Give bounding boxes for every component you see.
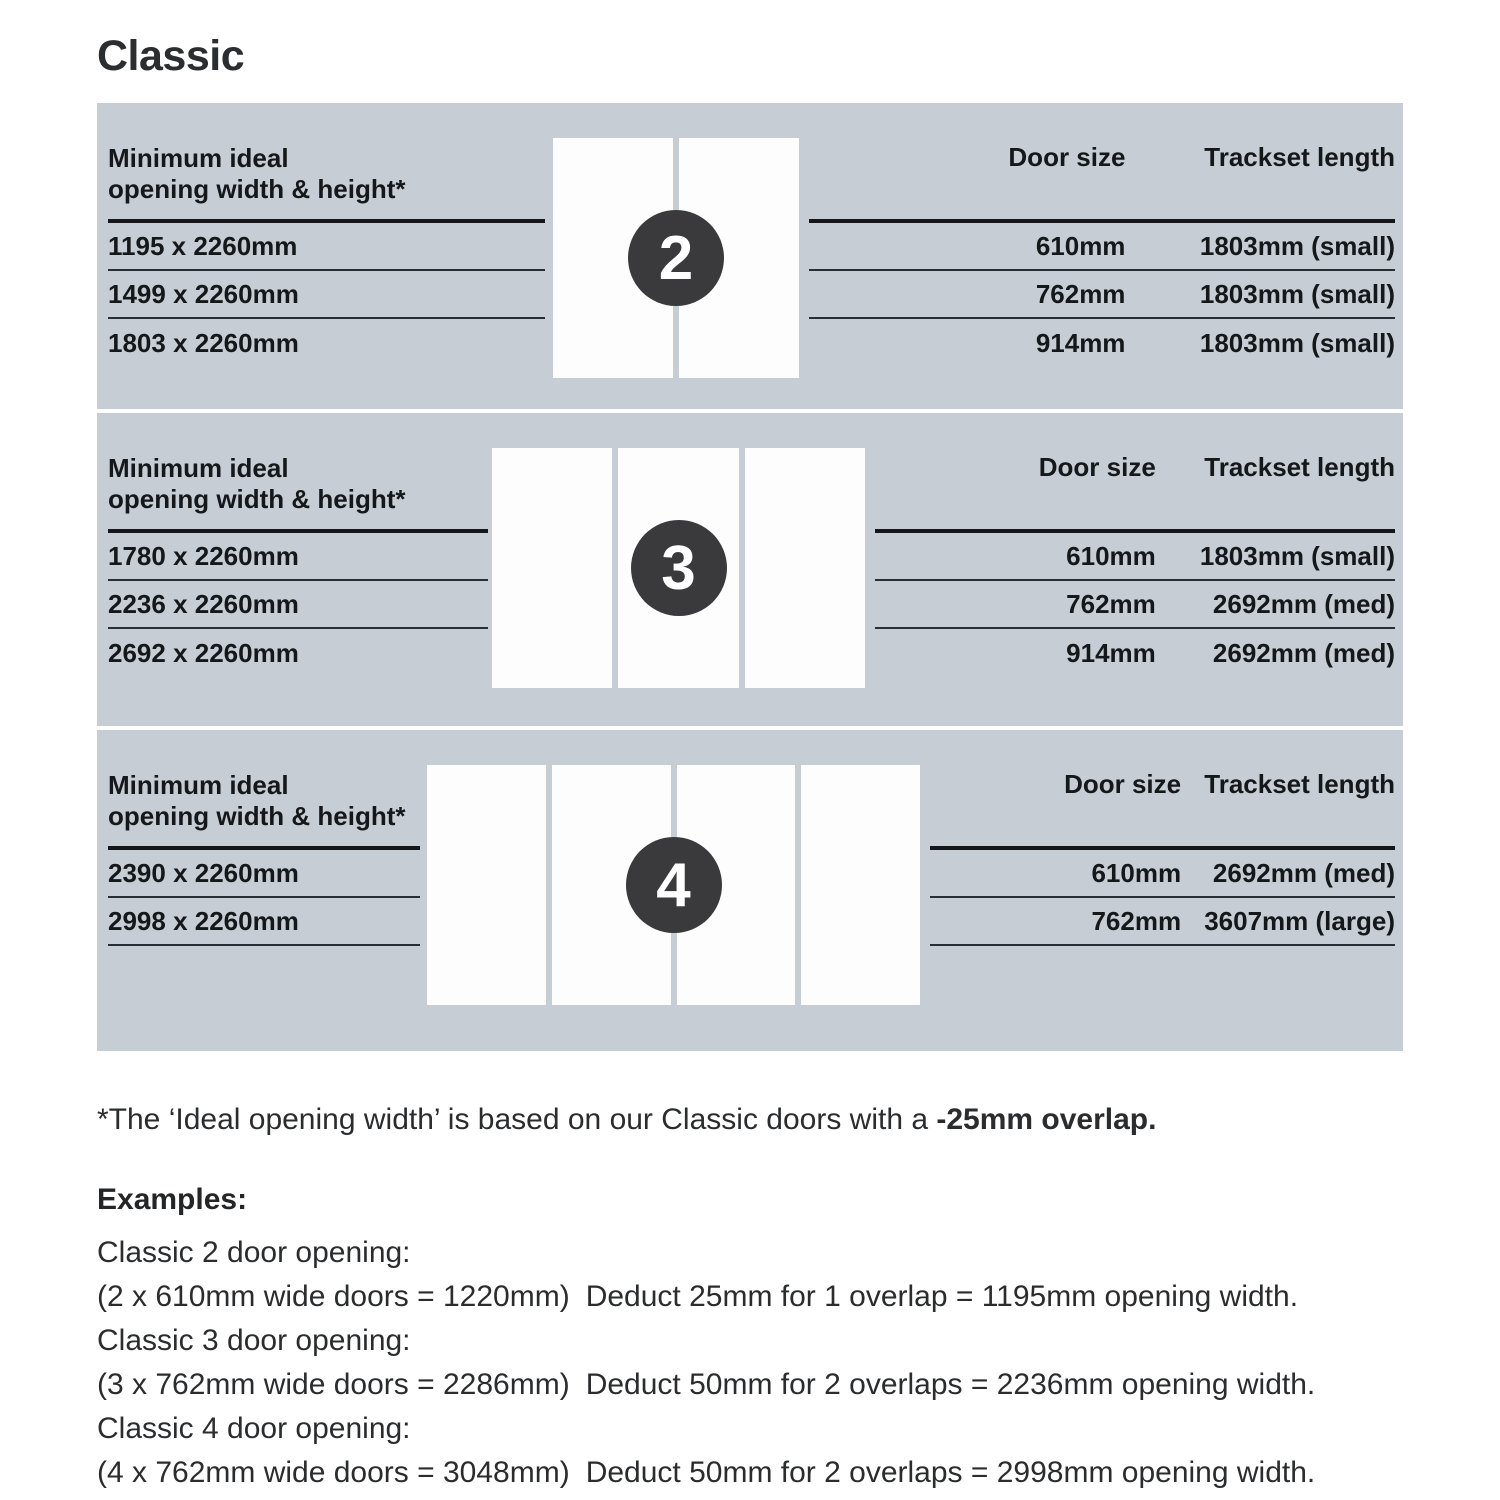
example-calc: (3 x 762mm wide doors = 2286mm) [97, 1368, 570, 1401]
section-4-door [97, 726, 1403, 1051]
trackset-value: 1803mm (small) [1199, 327, 1395, 358]
door-size-value: 914mm [1035, 327, 1126, 358]
trackset-value: 2692mm (med) [1212, 637, 1395, 668]
trackset-value: 1803mm (small) [1199, 278, 1395, 309]
opening-header-line2: opening width & height* [108, 484, 406, 514]
overlap-footnote [97, 1103, 1403, 1137]
opening-row: 1780 x 2260mm [108, 533, 488, 581]
opening-header-line1: Minimum ideal [108, 453, 289, 483]
examples-heading: Examples: [97, 1183, 248, 1216]
door-diagram-4 [427, 765, 920, 1005]
opening-row: 2692 x 2260mm [108, 637, 299, 668]
door-panel [745, 448, 865, 688]
examples-block [97, 1183, 1500, 1495]
opening-row: 1195 x 2260mm [108, 223, 545, 271]
trackset-value: 2692mm (med) [1212, 857, 1395, 888]
table-row [875, 533, 1395, 581]
table-row [809, 319, 1395, 367]
door-diagram-2 [553, 138, 799, 378]
door-count-badge: 3 [631, 520, 727, 616]
opening-size-header [108, 143, 545, 223]
door-size-value: 762mm [1035, 278, 1126, 309]
door-panel [427, 765, 546, 1005]
opening-row: 2236 x 2260mm [108, 581, 488, 629]
opening-row: 1803 x 2260mm [108, 327, 299, 358]
door-trackset-header [930, 770, 1395, 850]
trackset-value: 3607mm (large) [1204, 905, 1395, 936]
example-calc: (4 x 762mm wide doors = 3048mm) [97, 1456, 570, 1489]
door-count-badge: 4 [626, 837, 722, 933]
footnote-bold-text: -25mm overlap. [936, 1103, 1157, 1136]
example-detail [97, 1363, 1500, 1407]
opening-size-table [108, 103, 545, 367]
trackset-value: 2692mm (med) [1212, 588, 1395, 619]
door-trackset-header [875, 453, 1395, 533]
example-label: Classic 3 door opening: [97, 1324, 411, 1357]
door-size-column-header: Door size [1064, 769, 1182, 799]
door-size-value: 914mm [1066, 637, 1156, 668]
door-size-value: 610mm [1035, 230, 1126, 261]
door-panel [492, 448, 612, 688]
example-detail [97, 1451, 1500, 1495]
section-2-door [97, 103, 1403, 409]
door-count-badge: 2 [628, 210, 724, 306]
example-label: Classic 4 door opening: [97, 1412, 411, 1445]
table-row [875, 629, 1395, 677]
opening-size-table [108, 413, 488, 677]
opening-header-line2: opening width & height* [108, 801, 406, 831]
table-row [809, 271, 1395, 319]
door-trackset-table [930, 730, 1395, 946]
trackset-column-header: Trackset length [1204, 142, 1395, 172]
opening-header-line1: Minimum ideal [108, 770, 289, 800]
trackset-value: 1803mm (small) [1199, 540, 1395, 571]
trackset-column-header: Trackset length [1204, 769, 1395, 799]
opening-header-line2: opening width & height* [108, 174, 406, 204]
door-size-column-header: Door size [1008, 142, 1126, 172]
example-result: Deduct 25mm for 1 overlap = 1195mm opening width. [585, 1280, 1299, 1313]
table-row [930, 898, 1395, 946]
door-size-value: 762mm [1066, 588, 1156, 619]
door-panel [801, 765, 920, 1005]
opening-size-header [108, 770, 420, 850]
door-size-value: 762mm [1091, 905, 1182, 936]
door-trackset-table [875, 413, 1395, 677]
opening-size-header [108, 453, 488, 533]
door-size-value: 610mm [1091, 857, 1182, 888]
opening-row: 1499 x 2260mm [108, 271, 545, 319]
page-title: Classic [97, 32, 245, 80]
footnote-text: *The ‘Ideal opening width’ is based on our Classic doors with a [97, 1103, 937, 1136]
example-detail [97, 1275, 1500, 1319]
table-row [809, 223, 1395, 271]
door-size-value: 610mm [1066, 540, 1156, 571]
table-row [930, 850, 1395, 898]
door-size-column-header: Door size [1038, 452, 1156, 482]
example-result: Deduct 50mm for 2 overlaps = 2998mm opening width. [585, 1456, 1316, 1489]
section-3-door [97, 409, 1403, 726]
example-result: Deduct 50mm for 2 overlaps = 2236mm opening width. [585, 1368, 1316, 1401]
spec-panel [97, 103, 1403, 1051]
opening-row: 2998 x 2260mm [108, 898, 420, 946]
table-row [875, 581, 1395, 629]
example-calc: (2 x 610mm wide doors = 1220mm) [97, 1280, 570, 1313]
opening-header-line1: Minimum ideal [108, 143, 289, 173]
trackset-value: 1803mm (small) [1199, 230, 1395, 261]
trackset-column-header: Trackset length [1204, 452, 1395, 482]
example-label: Classic 2 door opening: [97, 1236, 411, 1269]
door-trackset-header [809, 143, 1395, 223]
opening-size-table [108, 730, 420, 946]
door-trackset-table [809, 103, 1395, 367]
opening-row: 2390 x 2260mm [108, 850, 420, 898]
door-diagram-3 [492, 448, 865, 688]
